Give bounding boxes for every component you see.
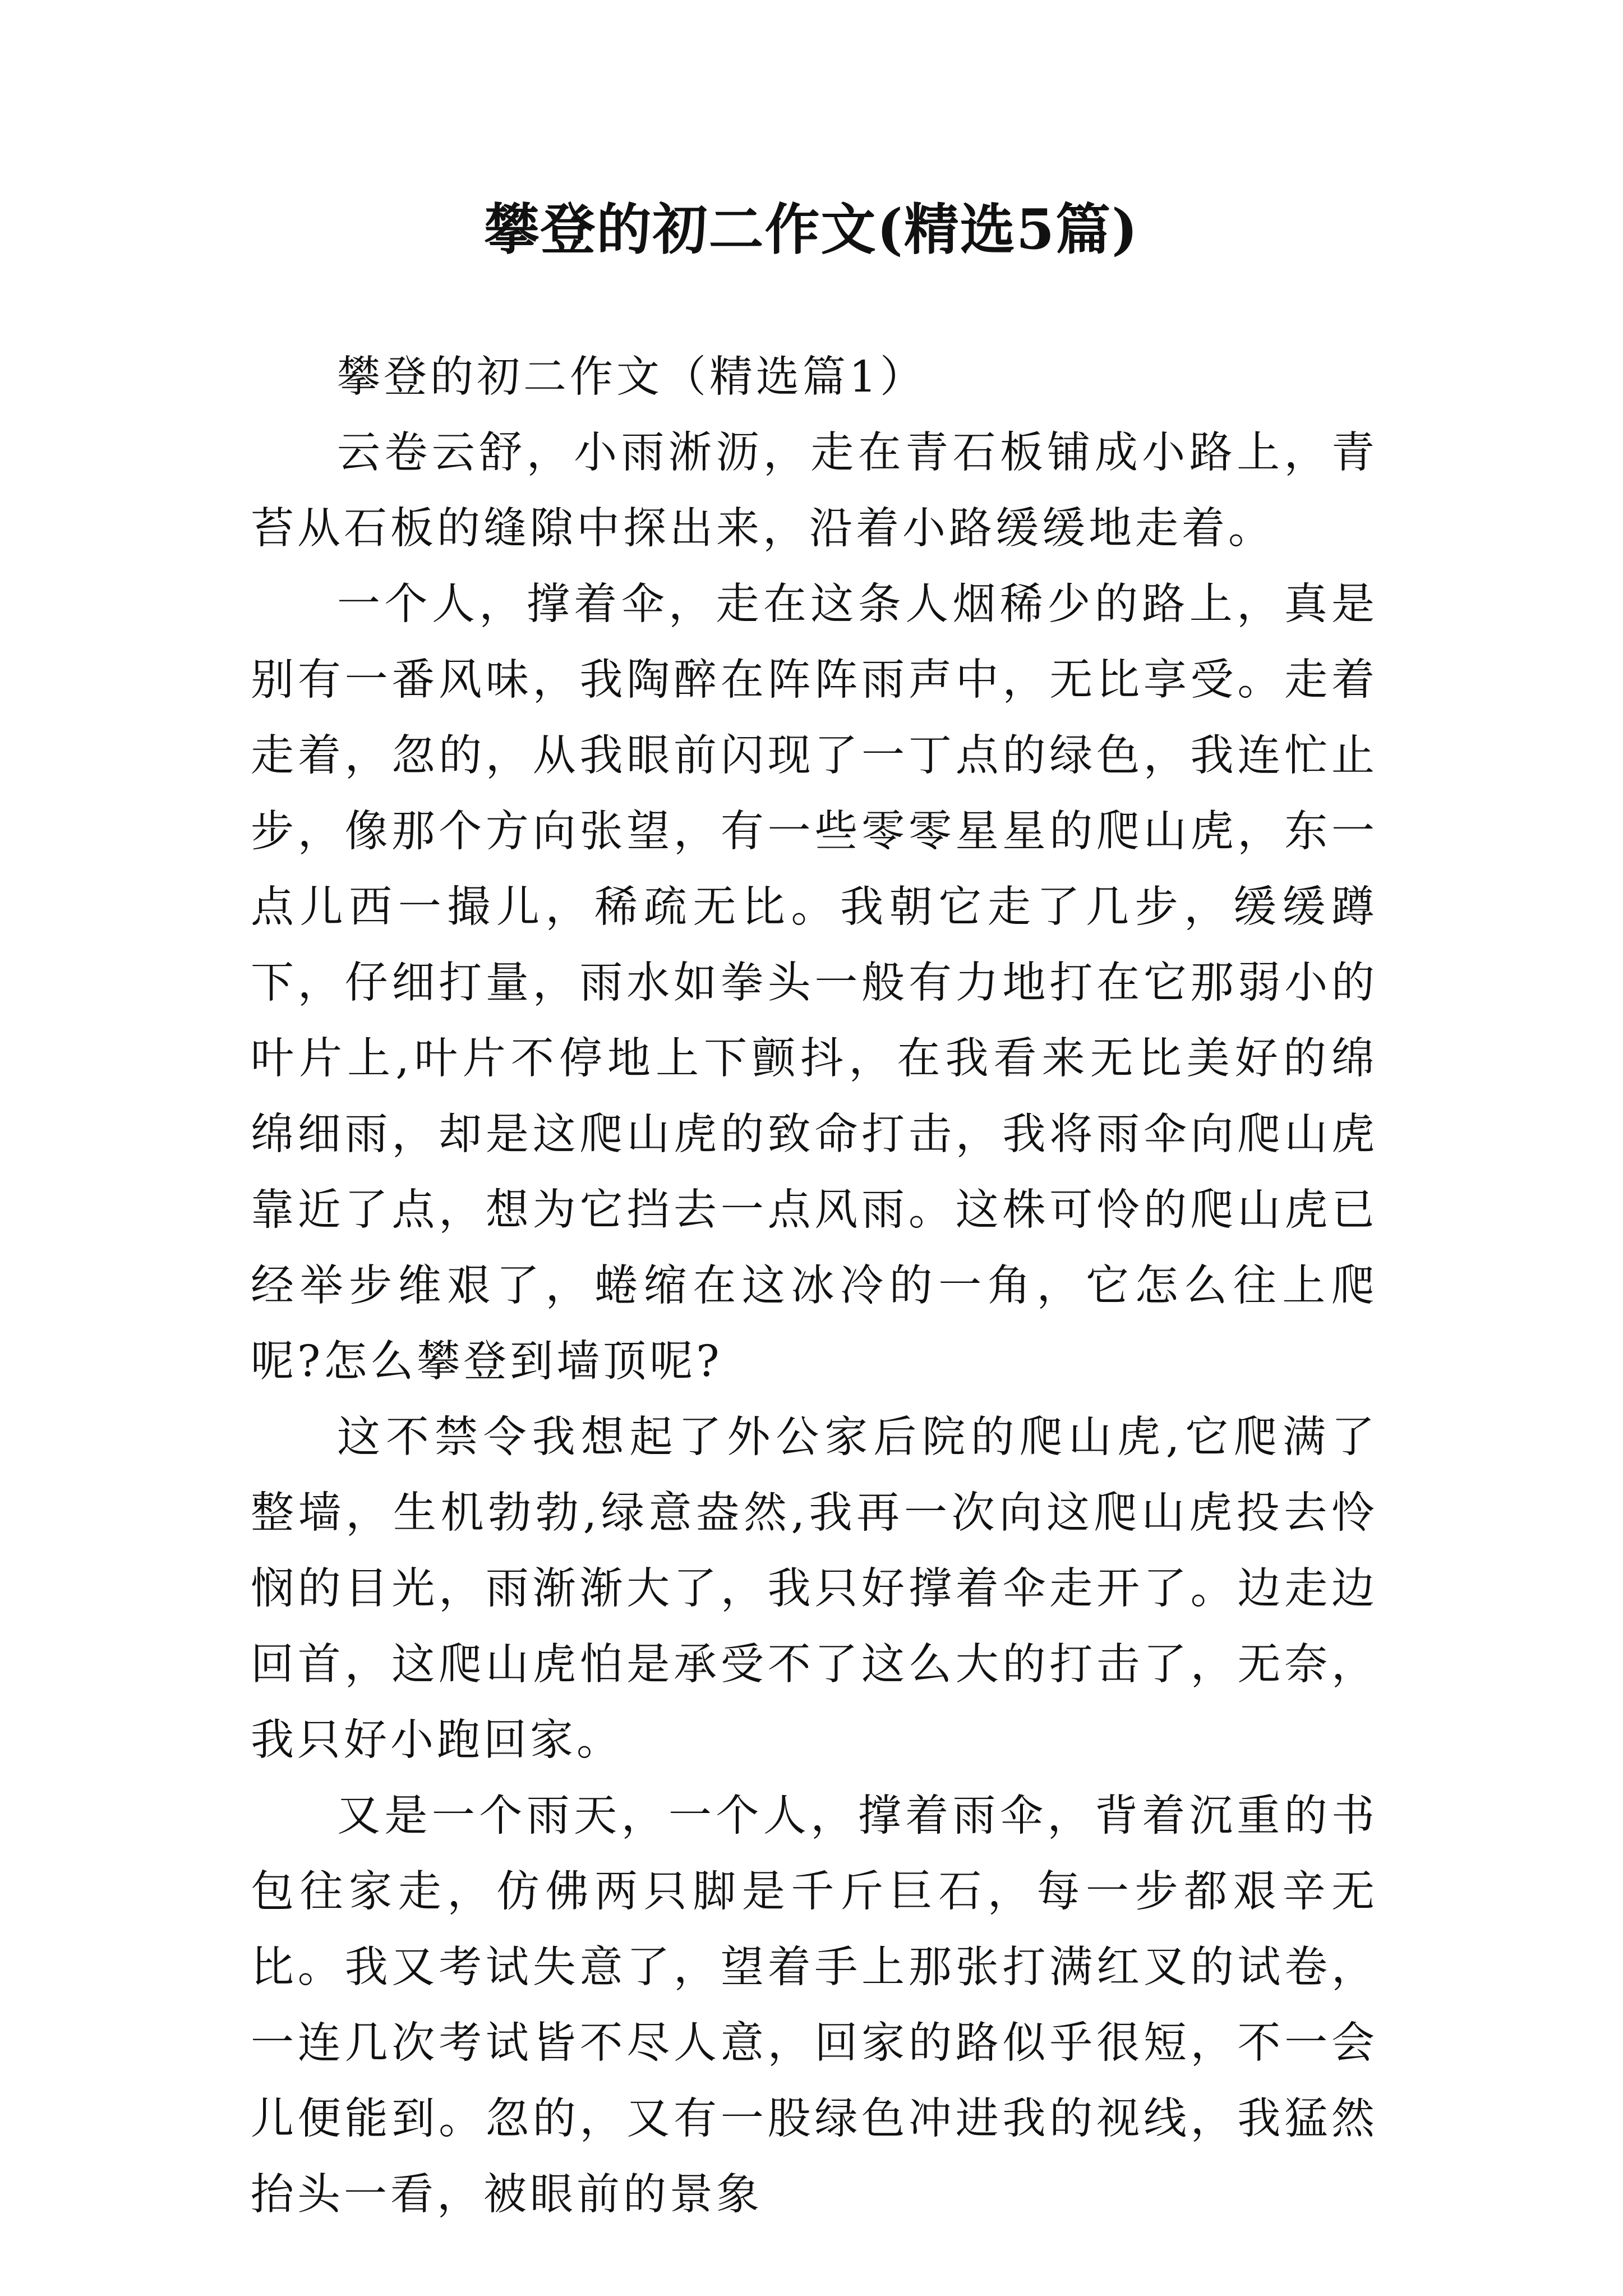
section-heading: 攀登的初二作文（精选篇1） [337,352,926,402]
paragraph: 云卷云舒，小雨淅沥，走在青石板铺成小路上，青苔从石板的缝隙中探出来，沿着小路缓缓地走着。 [251,428,1378,554]
paragraph: 一个人，撑着伞，走在这条人烟稀少的路上，真是别有一番风味，我陶醉在阵阵雨声中，无比享受。走着走着，忽的，从我眼前闪现了一丁点的绿色，我连忙止步，像那个方向张望，有一些零零星星的爬山虎，东一点儿西一撮儿，稀疏无比。我朝它走了几步，缓缓蹲下，仔细打量，雨水如拳头一般有力地打在它那弱小的叶片上,叶片不停地上下颤抖，在我看来无比美好的绵绵细雨，却是这爬山虎的致命打击，我将雨伞向爬山虎靠近了点，想为它挡去一点风雨。这株可怜的爬山虎已经举步维艰了，蜷缩在这冰冷的一角，它怎么往上爬呢?怎么攀登到墙顶呢? [251,579,1378,1387]
document-title: 攀登的初二作文(精选5篇) [484,197,1139,262]
document-body [251,339,1378,2233]
paragraph: 又是一个雨天，一个人，撑着雨伞，背着沉重的书包往家走，仿佛两只脚是千斤巨石，每一步都艰辛无比。我又考试失意了，望着手上那张打满红叉的试卷，一连几次考试皆不尽人意，回家的路似乎很短，不一会儿便能到。忽的，又有一股绿色冲进我的视线，我猛然抬头一看，被眼前的景象 [251,1791,1378,2220]
paragraph: 这不禁令我想起了外公家后院的爬山虎,它爬满了整墙，生机勃勃,绿意盎然,我再一次向这爬山虎投去怜悯的目光，雨渐渐大了，我只好撑着伞走开了。边走边回首，这爬山虎怕是承受不了这么大的打击了，无奈，我只好小跑回家。 [251,1412,1378,1765]
